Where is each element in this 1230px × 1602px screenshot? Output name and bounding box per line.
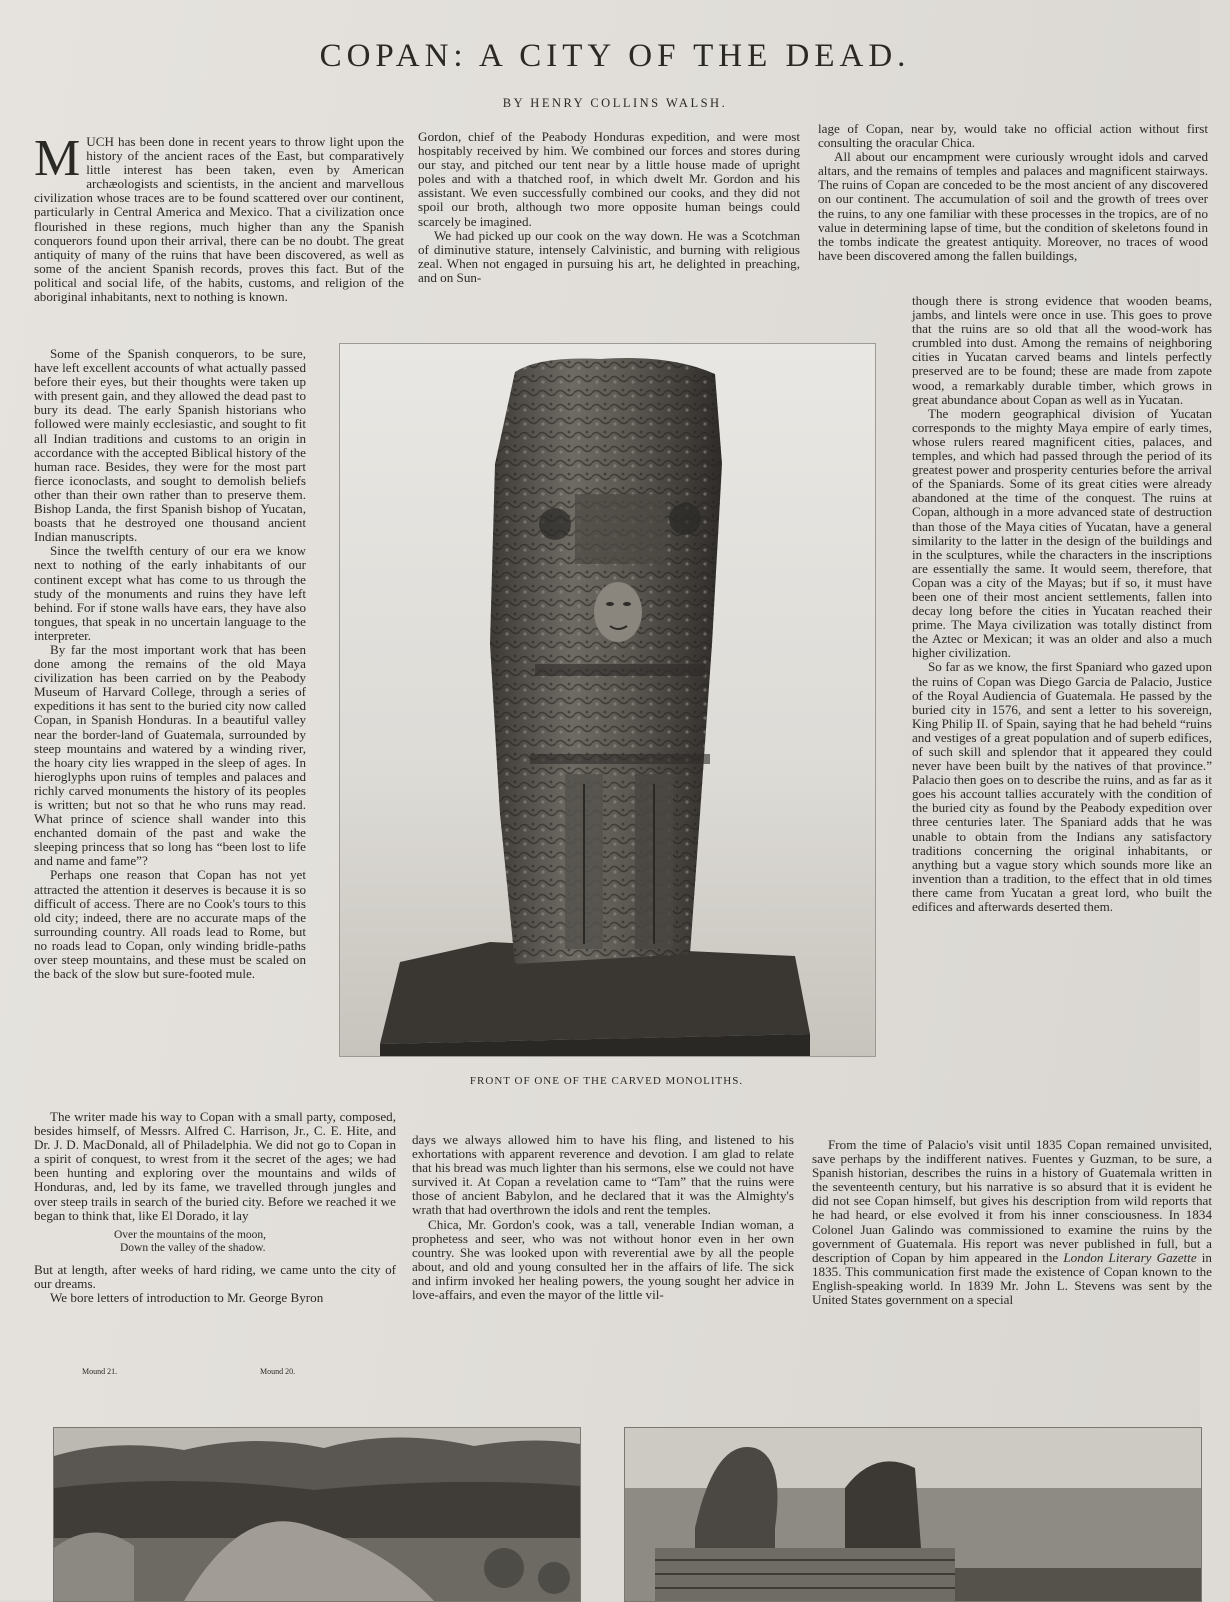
verse-quote [114,1229,396,1255]
column-3-narrow [912,294,1212,1136]
landscape-photograph [53,1427,581,1602]
paragraph: The writer made his way to Copan with a small party, composed, besides himself, of Messrs. Alfred C. Harrison, Jr., C. E. Hite, and Dr. J. D. MacDonald, all of Philadelphia. We did not go to Copan in a spirit of conquest, to wrest from it the secret of the ages; we had been hunting and exploring over the mountains and wilds of Honduras, and, led by its fame, we travelled through jungles and over steep trails in search of the buried city. Before we reached it we began to think that, like El Dorado, it lay [34,1109,396,1223]
verse-line: Down the valley of the shadow. [120,1241,266,1254]
drop-cap: M [34,130,81,187]
landscape-illustration [54,1428,580,1601]
paragraph-text: From the time of Palacio's visit until 1835 Copan remained unvisited, save perhaps by the indifferent natives. Fuentes y Guzman, to be sure, a Spanish historian, describes the ruins in a history of Guatemala written in the seventeenth century, but his narrative is so absurd that it is evident he did not see Copan himself, but gives his description from wild reports that he had heard, or else evolved it from his inner consciousness. In 1834 Colonel Juan Galindo was commissioned to examine the ruins by the government of Guatemala. His report was never published in full, but a description of Copan by him appeared in the [812,1137,1212,1265]
publication-title: London Literary Gazette [1063,1249,1197,1265]
paragraph: We had picked up our cook on the way down. He was a Scotchman of diminutive stature, intensely Calvinistic, and burning with religious zeal. When not engaged in pursuing his art, he delighted in preaching, and on Sun- [418,227,800,285]
article-title: COPAN: A CITY OF THE DEAD. [319,38,911,74]
paragraph: By far the most important work that has been done among the remains of the old Maya civilization has been carried on by the Peabody Museum of Harvard College, through a series of expeditions it has sent to the buried city now called Copan, in Spanish Honduras. In a beautiful valley near the border-land of Guatemala, surrounded by steep mountains and watered by a winding river, the hoary city lies wrapped in the sleep of ages. In hieroglyphs upon ruins of temples and palaces and richly carved monuments the history of its peoples is written; but not so that he who runs may read. What prince of science shall wander into this enchanted domain of the past and wake the sleeping princess that so long has “been lost to life and name and fame”? [34,641,306,869]
article-byline: BY HENRY COLLINS WALSH. [502,96,728,110]
paragraph: So far as we know, the first Spaniard who gazed upon the ruins of Copan was Diego Garcia de Palacio, Justice of the Royal Audiencia of Guatemala. He passed by the buried city in 1576, and sent a letter to his sovereign, King Philip II. of Spain, saying that he had beheld “ruins and vestiges of a great population and of superb edifices, of such skill and splendor that it appeared they could never have been built by the natives of that province.” Palacio then goes on to describe the ruins, and as far as it goes his account tallies accurately with the condition of the buried city as found by the Peabody expedition over three centuries later. The Spaniard adds that he was unable to obtain from the Indians any satisfactory traditions concerning the original inhabitants, or anything but a vague story which sounds more like an invention than a tradition, to the effect that in old times there came from Yucatan a great lord, who built the edifices and afterwards deserted them. [912,659,1212,915]
column-3-lower [812,1138,1212,1356]
paragraph: though there is strong evidence that wooden beams, jambs, and lintels were once in use. This goes to prove that the ruins are so old that all the wood-work has crumbled into dust. Among the remains of neighboring cities in Yucatan carved beams and lintels perfectly preserved are to be found; these are made from zapote wood, a remarkably durable timber, which grows in great abundance about Copan as well as in Yucatan. [912,293,1212,407]
column-1 [34,130,404,345]
verse-line: Over the mountains of the moon, [114,1228,267,1241]
paragraph: Some of the Spanish conquerors, to be sure, have left excellent accounts of what actually passed before their eyes, but their thoughts were taken up with present gain, and they allowed the dead past to bury its dead. The early Spanish historians who followed were mainly ecclesiastic, and sought to fit all Indian traditions and customs to an origin in accordance with the accepted Biblical history of the human race. Besides, they were for the most part fierce iconoclasts, and sought to demolish beliefs other than their own rather than to preserve them. Bishop Landa, the first Spanish bishop of Yucatan, boasts that he destroyed one thousand ancient Indian manuscripts. [34,346,306,545]
paragraph-opening [34,130,404,305]
paragraph: Perhaps one reason that Copan has not yet attracted the attention it deserves is because it is so difficult of access. There are no Cook's tours to this old city; indeed, there are no accurate maps of the surrounding country. All roads lead to Rome, but no roads lead to Copan, only winding bridle-paths over steep mountains, and these must be scaled on the back of the slow but sure-footed mule. [34,867,306,982]
paragraph: Since the twelfth century of our era we know next to nothing of the early inhabitants of our continent except what has come to us through the study of the monuments and ruins they have left behind. For if stone walls have ears, they have also tongues, that speak in no uncertain language to the interpreter. [34,543,306,643]
column-3 [818,122,1208,292]
column-2-lower [412,1133,794,1357]
paragraph: The modern geographical division of Yucatan corresponds to the mighty Maya empire of early times, whose rulers reared magnificent cities, palaces, and temples, and which had passed through the period of its greatest power and prosperity centuries before the arrival of the Spaniards. Some of its great cities were already abandoned at the time of the conquest. The ruins at Copan, although in a more advanced state of destruction than those of the Maya cities of Yucatan, have a general similarity to the latter in the design of the buildings and in the sculptures, while the characters in the inscriptions are essentially the same. It would seem, therefore, that Copan was a city of the Mayas; but if so, it must have been one of their most ancient settlements, fallen into decay long before the cities in Yucatan reached their prime. The Maya civilization was totally distinct from the Aztec or Mexican; it was an older and also a much higher civilization. [912,405,1212,661]
paragraph: days we always allowed him to have his fling, and listened to his exhortations with apparent reverence and devotion. I am glad to relate that his bread was much lighter than his sermons, else we could not have survived it. At Copan a revelation came to “Tam” that the ruins were those of ancient Babylon, and he declared that it was the Almighty's wrath that had overthrown the idols and rent the temples. [412,1132,794,1218]
paragraph: Gordon, chief of the Peabody Honduras expedition, and were most hospitably received by him. We combined our forces and stores during our stay, and pitched our tent near by a little house made of upright poles and with a thatched roof, in which dwelt Mr. Gordon and his assistant. We even successfully combined our cooks, and they did not spoil our broth, although two more opposite human beings could scarcely be imagined. [418,129,800,229]
paragraph: But at length, after weeks of hard riding, we came unto the city of our dreams. [34,1261,396,1291]
paragraph: Chica, Mr. Gordon's cook, was a tall, venerable Indian woman, a prophetess and seer, who was not without honor even in her own country. She was looked upon with reverential awe by all the people about, and old and young consulted her in the affairs of life. The sick and infirm invoked her healing powers, the young sought her advice in love-affairs, and even the mayor of the little vil- [412,1216,794,1303]
column-1-lower [34,1110,396,1342]
photo-label: Mound 20. [260,1367,296,1376]
monolith-photograph [339,343,876,1057]
paragraph [812,1138,1212,1307]
monolith-illustration [340,344,875,1056]
paragraph-text: UCH has been done in recent years to throw light upon the history of the ancient races of the East, but comparatively little interest has been taken, even by American archæologists and scientists, in the ancient and marvellous civilization whose traces are to be found scattered over our continent, particularly in Central America and Mexico. That a civilization once flourished in these regions, much higher than any the Spanish conquerors found upon their arrival, there can be no doubt. The great antiquity of many of the ruins that have been discovered, as well as some of the ancient Spanish records, proves this fact. But of the political and social life, of the habits, customs, and religion of the aboriginal inhabitants, next to nothing is known. [34,134,404,305]
photo-label: Mound 21. [82,1367,118,1376]
ruins-illustration [625,1428,1201,1601]
paragraph: lage of Copan, near by, would take no official action without first consulting the oracular Chica. [818,121,1208,151]
ruins-photograph [624,1427,1202,1602]
paragraph: All about our encampment were curiously wrought idols and carved altars, and the remains of temples and palaces and magnificent stairways. The ruins of Copan are conceded to be the most ancient of any discovered on our continent. The accumulation of soil and the growth of trees over the ruins, to any one familiar with these processes in the tropics, are of no value in determining lapse of time, but the condition of skeletons found in the tombs indicate the greatest antiquity. Moreover, no traces of wood have been discovered among the fallen buildings, [818,149,1208,263]
paragraph: We bore letters of introduction to Mr. George Byron [50,1289,324,1305]
figure-caption: FRONT OF ONE OF THE CARVED MONOLITHS. [469,1075,744,1087]
column-2 [418,130,800,302]
paragraph-text: in 1835. This communication first made the existence of Copan known to the English-speaking world. In 1839 Mr. John L. Stevens was sent by the United States government on a special [812,1249,1212,1308]
column-1-narrow [34,347,306,1104]
